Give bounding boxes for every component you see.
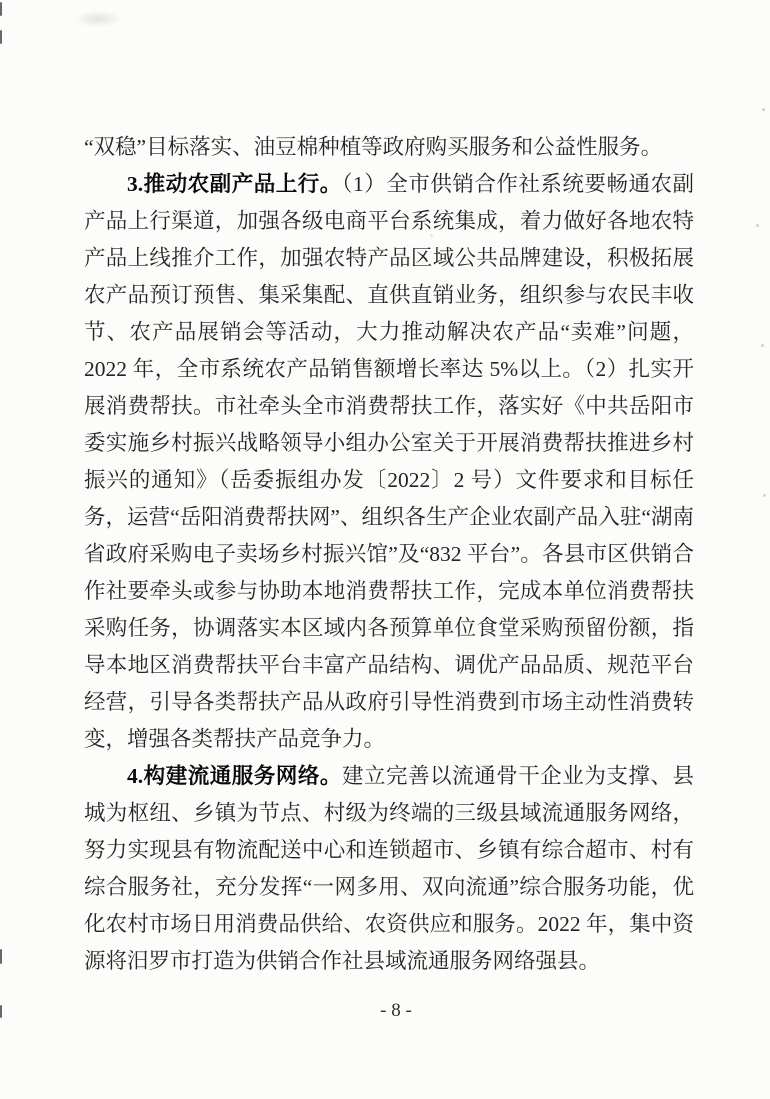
scan-speck-artifact [763, 494, 766, 497]
scan-smudge-artifact [66, 8, 130, 30]
scan-edge-artifact [0, 2, 2, 16]
paragraph-4-heading: 4.构建流通服务网络。 [127, 764, 342, 788]
scan-edge-artifact [0, 30, 2, 44]
scan-speck-artifact [762, 108, 765, 111]
document-body [84, 129, 694, 980]
paragraph-4-text: 建立完善以流通骨干企业为支撑、县城为枢纽、乡镇为节点、村级为终端的三级县域流通服务网络，努力实现县有物流配送中心和连锁超市、乡镇有综合超市、村有综合服务社，充分发挥“一网多用、双向流通”综合服务功能，优化农村市场日用消费品供给、农资供应和服务。2022 年，集中资源将汨罗市打造为供销合作社县域流通服务网络强县。 [84, 764, 694, 973]
paragraph-continuation: “双稳”目标落实、油豆棉种植等政府购买服务和公益性服务。 [84, 135, 663, 159]
scan-speck-artifact [756, 224, 759, 227]
page-number: - 8 - [380, 1000, 412, 1021]
scan-speck-artifact [761, 344, 764, 347]
scan-edge-artifact [0, 949, 2, 964]
paragraph-item-3 [84, 166, 694, 758]
paragraph-3-heading: 3.推动农副产品上行。 [127, 172, 342, 196]
paragraph-item-4 [84, 758, 694, 980]
scan-edge-artifact [0, 1005, 2, 1018]
paragraph-3-text: （1）全市供销合作社系统要畅通农副产品上行渠道，加强各级电商平台系统集成，着力做好各地农特产品上线推介工作，加强农特产品区域公共品牌建设，积极拓展农产品预订预售、集采集配、直供直销业务，组织参与农民丰收节、农产品展销会等活动，大力推动解决农产品“卖难”问题，2022 年，全市系统农产品销售额增长率达 5%以上。（2）扎实开展消费帮扶。市社牵头全市消费帮扶工作，落实好《中共岳阳市委实施乡村振兴战略领导小组办公室关于开展消费帮扶推进乡村振兴的通知》（岳委振组办发〔2022〕2 号）文件要求和目标任务，运营“岳阳消费帮扶网”、组织各生产企业农副产品入驻“湖南省政府采购电子卖场乡村振兴馆”及“832 平台”。各县市区供销合作社要牵头或参与协助本地消费帮扶工作，完成本单位消费帮扶采购任务，协调落实本区域内各预算单位食堂采购预留份额，指导本地区消费帮扶平台丰富产品结构、调优产品品质、规范平台经营，引导各类帮扶产品从政府引导性消费到市场主动性消费转变，增强各类帮扶产品竞争力。 [84, 172, 694, 751]
